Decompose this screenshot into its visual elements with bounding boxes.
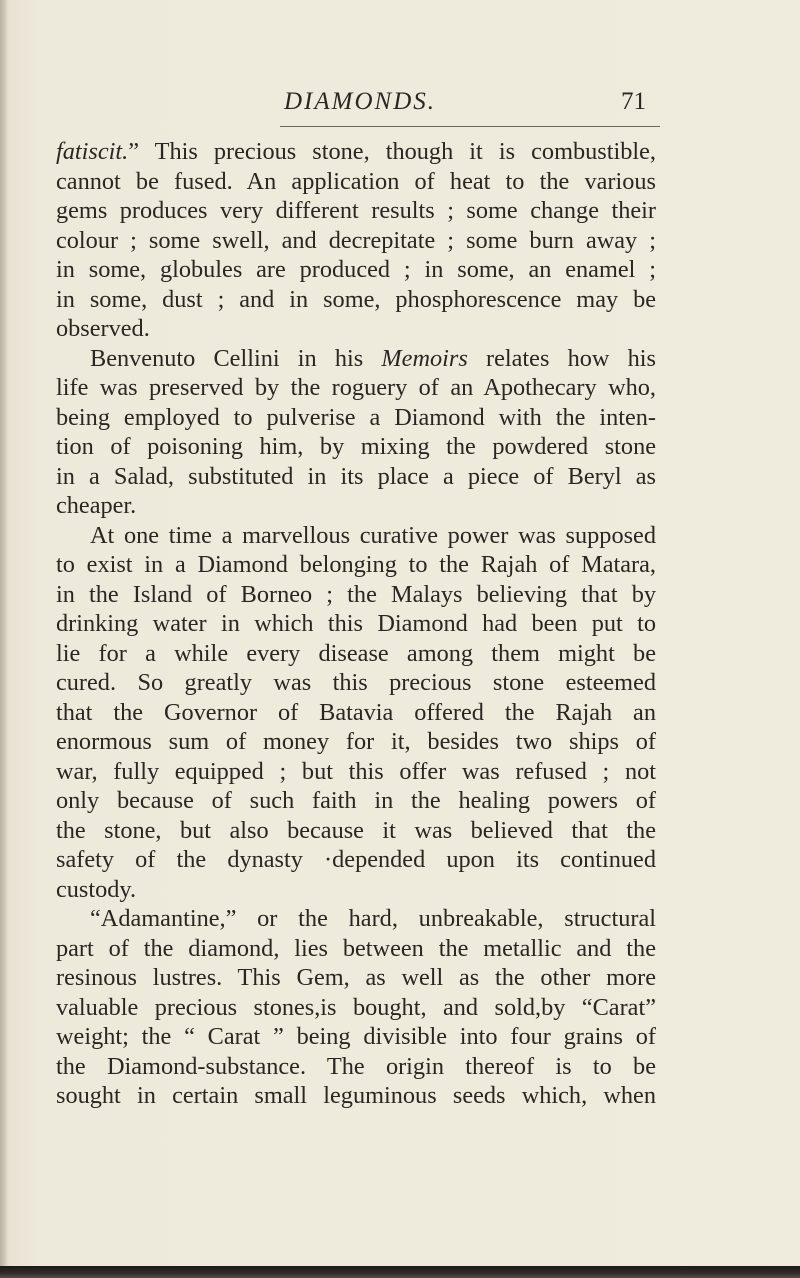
text-line: the stone, but also because it was believed that the xyxy=(56,816,656,844)
page-number: 71 xyxy=(621,88,646,115)
body-text xyxy=(56,137,656,1111)
text-line: observed. xyxy=(56,315,150,342)
text-line: drinking water in which this Diamond had been put to xyxy=(56,610,656,637)
text-line: in a Salad, substituted in its place a piece of Beryl as xyxy=(56,462,656,490)
text-line: being employed to pulverise a Diamond with the inten- xyxy=(56,403,656,431)
text-line: to exist in a Diamond belonging to the Rajah of Matara, xyxy=(56,551,656,578)
latin-word: fatiscit. xyxy=(56,138,129,165)
text-line: safety of the dynasty ·depended upon its continued xyxy=(56,846,656,873)
text-line: “Adamantine,” or the hard, unbreakable, structural xyxy=(90,905,656,932)
text-line: only because of such faith in the healing powers of xyxy=(56,787,656,814)
text-line: weight; the “ Carat ” being divisible into four grains of xyxy=(56,1023,656,1050)
spine-shadow xyxy=(0,0,8,1278)
text-line: enormous sum of money for it, besides two ships of xyxy=(56,728,656,755)
header-rule xyxy=(280,126,660,127)
scan-bottom-edge xyxy=(0,1266,800,1278)
text-line: cannot be fused. An application of heat to the various xyxy=(56,167,656,195)
text-line: resinous lustres. This Gem, as well as the other more xyxy=(56,964,656,991)
text-line: custody. xyxy=(56,875,137,903)
text-line: in the Island of Borneo ; the Malays believing that by xyxy=(56,580,656,608)
text-line: valuable precious stones,is bought, and sold,by “Carat” xyxy=(56,993,656,1021)
text-line: part of the diamond, lies between the metallic and the xyxy=(56,934,656,962)
text-line xyxy=(56,137,656,167)
text-line: cheaper. xyxy=(56,492,137,519)
text-line: sought in certain small leguminous seeds which, when xyxy=(56,1082,656,1109)
text-line: in some, globules are produced ; in some, an enamel ; xyxy=(56,256,656,283)
text-line: colour ; some swell, and decrepitate ; some burn away ; xyxy=(56,226,656,254)
running-head xyxy=(280,88,660,128)
text-line: in some, dust ; and in some, phosphorescence may be xyxy=(56,285,656,313)
text-line xyxy=(56,344,656,374)
running-title: DIAMONDS. xyxy=(284,88,437,115)
text-line: lie for a while every disease among them might be xyxy=(56,639,656,667)
text-line: the Diamond-substance. The origin thereof is to be xyxy=(56,1052,656,1080)
text-line: life was preserved by the roguery of an Apothecary who, xyxy=(56,374,656,401)
text-line: cured. So greatly was this precious stone esteemed xyxy=(56,669,656,696)
text-line: war, fully equipped ; but this offer was refused ; not xyxy=(56,757,656,785)
book-title: Memoirs xyxy=(381,344,468,372)
line-text: relates how his xyxy=(467,344,656,372)
text-line: that the Governor of Batavia offered the Rajah an xyxy=(56,698,656,726)
line-text: ” This precious stone, though it is combustible, xyxy=(128,138,656,165)
text-line: gems produces very different results ; some change their xyxy=(56,197,656,224)
text-line: At one time a marvellous curative power was supposed xyxy=(90,521,656,549)
text-line: tion of poisoning him, by mixing the powdered stone xyxy=(56,433,656,460)
line-text: Benvenuto Cellini in his xyxy=(90,344,382,372)
